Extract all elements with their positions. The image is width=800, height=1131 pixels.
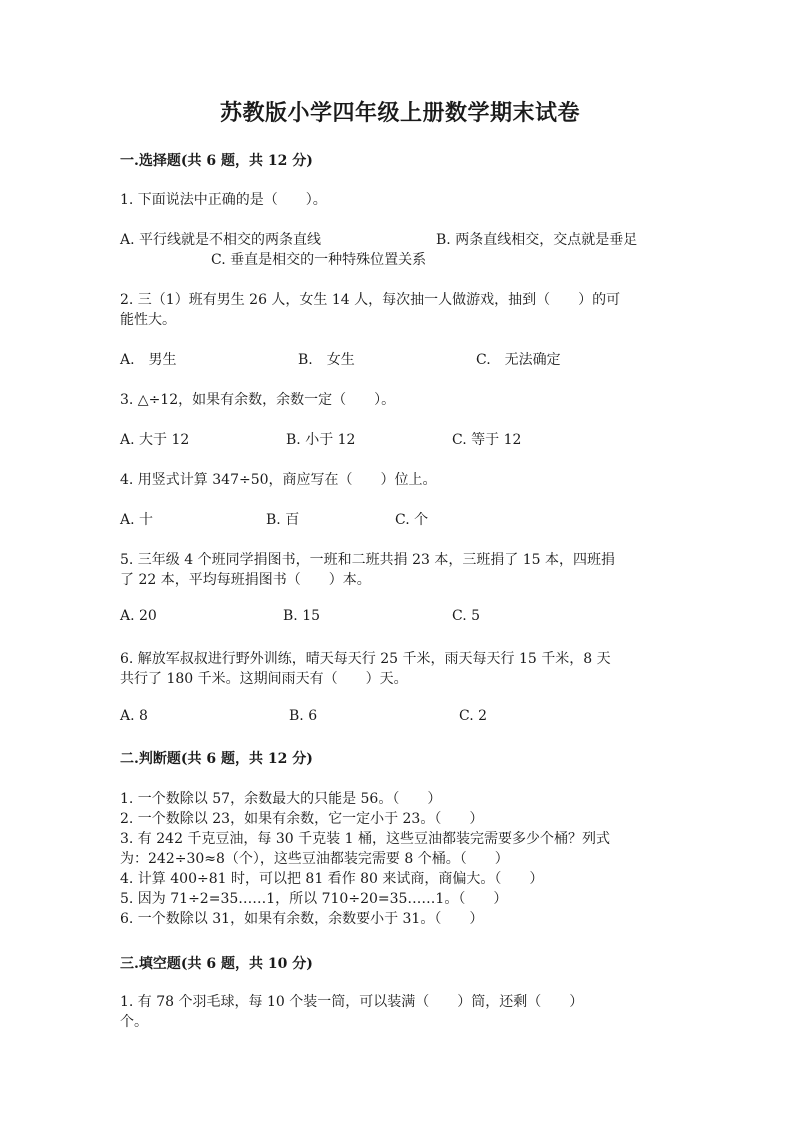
question-text: 5. 因为 71÷2=35……1，所以 710÷20=35……1。（ ） [120,891,508,907]
answer-option: A. 20 [120,608,157,624]
answer-option: C. 个 [395,512,429,528]
page-title: 苏教版小学四年级上册数学期末试卷 [219,100,580,126]
section-heading-fill-in: 三.填空题(共 6 题，共 10 分) [120,956,313,972]
question-text: 4. 计算 400÷81 时，可以把 81 看作 80 来试商，商偏大。（ ） [120,871,544,887]
question-text: 为：242÷30≈8（个），这些豆油都装完需要 8 个桶。（ ） [120,851,509,867]
question-text: 3. 有 242 千克豆油，每 30 千克装 1 桶，这些豆油都装完需要多少个桶？列式 [120,831,610,847]
answer-option: B. 女生 [298,352,355,368]
question-text: 1. 有 78 个羽毛球，每 10 个装一筒，可以装满（ ）筒，还剩（ ） [120,994,584,1010]
question-text: 6. 一个数除以 31，如果有余数，余数要小于 31。（ ） [120,911,484,927]
question-text: 个。 [120,1014,148,1030]
answer-option: B. 两条直线相交，交点就是垂足 [436,232,638,248]
answer-option: A. 男生 [120,352,177,368]
answer-option: C. 2 [459,708,488,724]
question-text: 6. 解放军叔叔进行野外训练，晴天每天行 25 千米，雨天每天行 15 千米，8 天 [120,651,611,667]
answer-option: C. 垂直是相交的一种特殊位置关系 [211,252,427,268]
question-text: 5. 三年级 4 个班同学捐图书，一班和二班共捐 23 本，三班捐了 15 本，四班捐 [120,552,616,568]
question-text: 能性大。 [120,312,176,328]
question-text: 1. 一个数除以 57，余数最大的只能是 56。（ ） [120,791,442,807]
answer-option: B. 15 [283,608,321,624]
answer-option: C. 无法确定 [476,352,561,368]
section-heading-multiple-choice: 一.选择题(共 6 题，共 12 分) [120,153,313,169]
answer-option: B. 小于 12 [286,432,356,448]
answer-option: A. 平行线就是不相交的两条直线 [120,232,322,248]
question-text: 3. △÷12，如果有余数，余数一定（ ）。 [120,392,396,408]
section-heading-true-false: 二.判断题(共 6 题，共 12 分) [120,751,313,767]
answer-option: C. 等于 12 [452,432,522,448]
answer-option: A. 大于 12 [120,432,190,448]
answer-option: A. 8 [120,708,148,724]
question-text: 2. 三（1）班有男生 26 人，女生 14 人，每次抽一人做游戏，抽到（ ）的可 [120,292,621,308]
answer-option: C. 5 [452,608,481,624]
question-text: 1. 下面说法中正确的是（ ）。 [120,192,327,208]
question-text: 2. 一个数除以 23，如果有余数，它一定小于 23。（ ） [120,811,484,827]
answer-option: A. 十 [120,512,154,528]
answer-option: B. 6 [289,708,318,724]
question-text: 共行了 180 千米。这期间雨天有（ ）天。 [120,671,408,687]
answer-option: B. 百 [266,512,300,528]
question-text: 4. 用竖式计算 347÷50，商应写在（ ）位上。 [120,472,437,488]
question-text: 了 22 本，平均每班捐图书（ ）本。 [120,572,371,588]
